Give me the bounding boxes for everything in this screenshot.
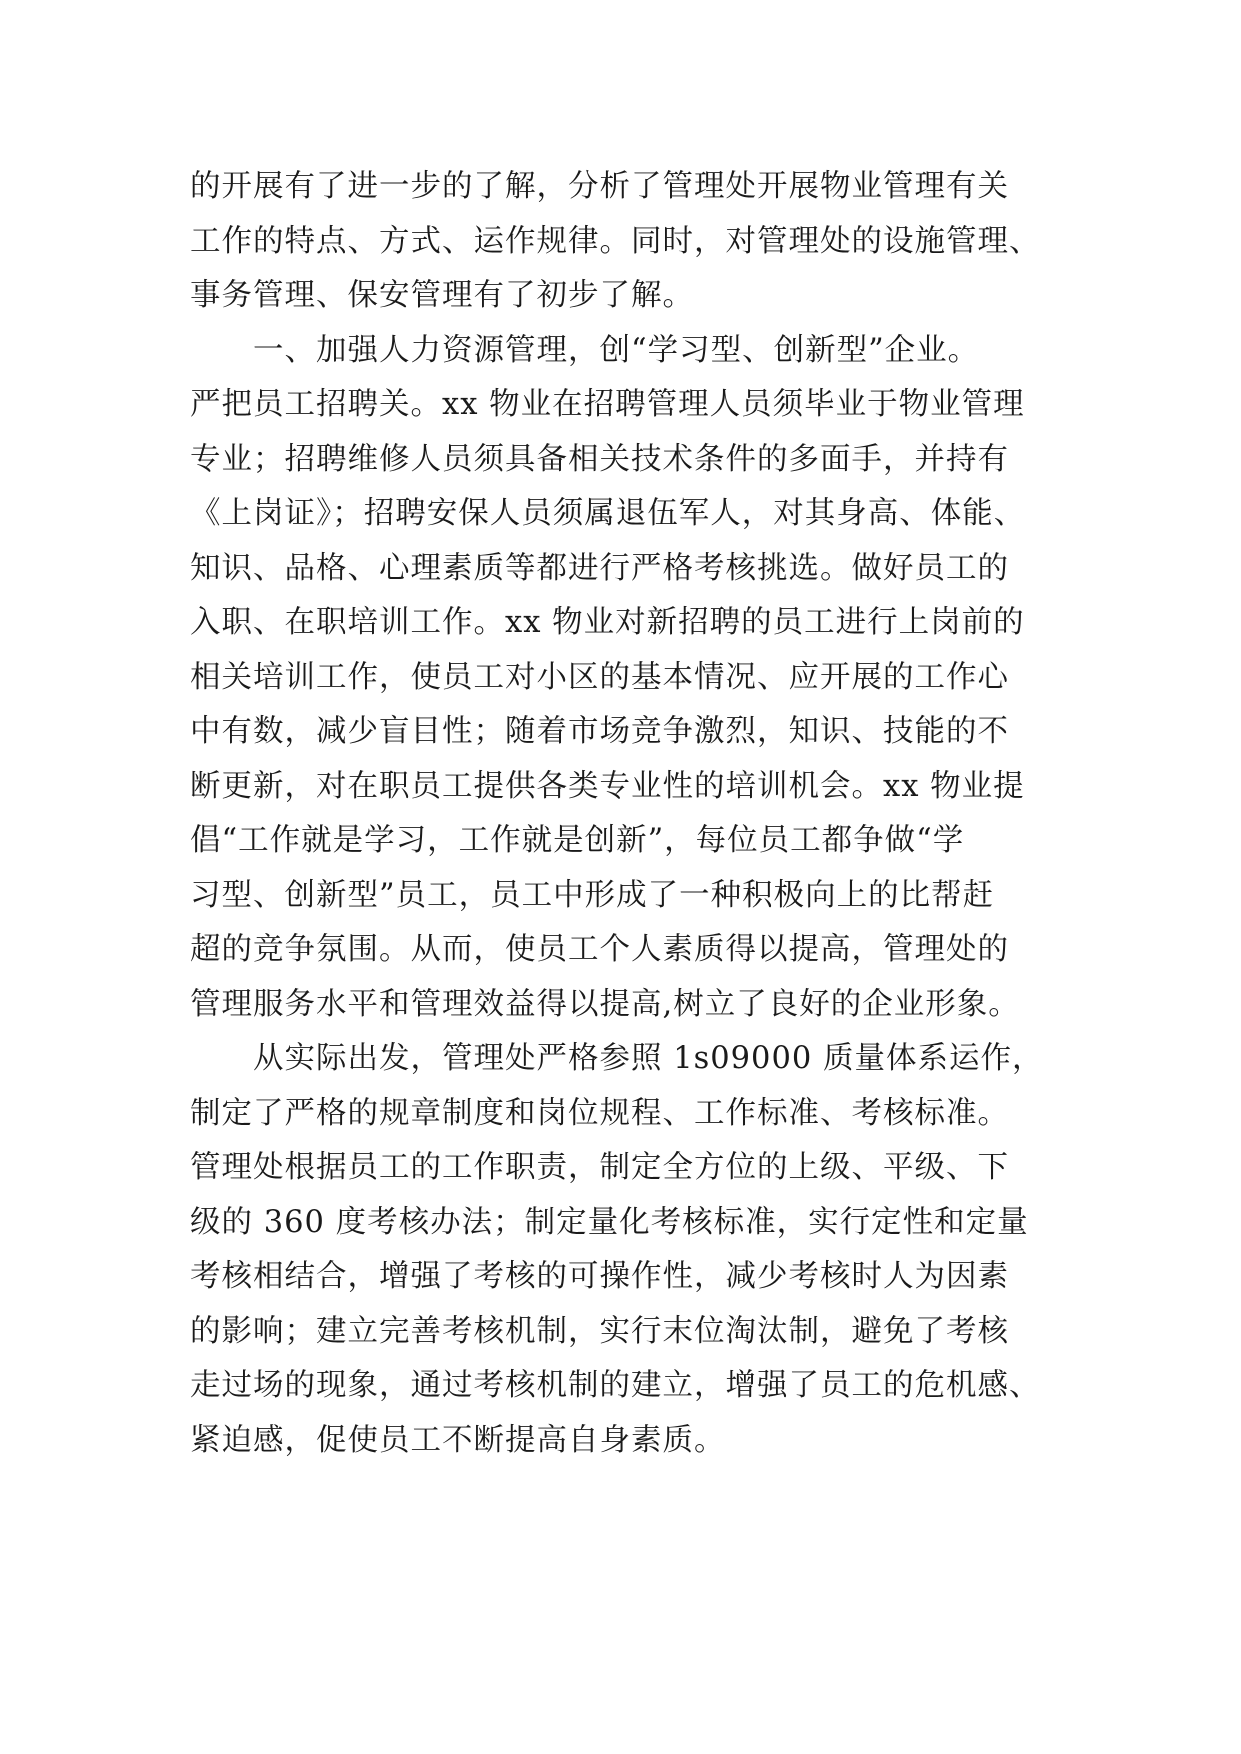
text-line: 的影响；建立完善考核机制，实行末位淘汰制，避免了考核: [190, 1313, 1009, 1349]
text-line: 知识、品格、心理素质等都进行严格考核挑选。做好员工的: [190, 550, 1009, 586]
text-line: 超的竞争氛围。从而，使员工个人素质得以提高，管理处的: [190, 932, 1009, 967]
text-line: 一、加强人力资源管理，创“学习型、创新型”企业。: [190, 332, 980, 368]
text-line: 考核相结合，增强了考核的可操作性，减少考核时人为因素: [190, 1259, 1009, 1294]
text-line: 相关培训工作，使员工对小区的基本情况、应开展的工作心: [190, 659, 1009, 695]
text-line: 《上岗证》；招聘安保人员须属退伍军人，对其身高、体能、: [190, 496, 1026, 531]
text-line: 管理服务水平和管理效益得以提高,树立了良好的企业形象。: [190, 986, 1020, 1022]
text-line: 习型、创新型”员工，员工中形成了一种积极向上的比帮赶: [190, 877, 995, 913]
text-line: 倡“工作就是学习，工作就是创新”，每位员工都争做“学: [190, 823, 965, 858]
text-line: 断更新，对在职员工提供各类专业性的培训机会。xx 物业提: [190, 768, 1025, 804]
text-line: 专业；招聘维修人员须具备相关技术条件的多面手，并持有: [190, 441, 1009, 477]
text-line: 工作的特点、方式、运作规律。同时，对管理处的设施管理、: [190, 223, 1041, 259]
text-line: 中有数，减少盲目性；随着市场竞争激烈，知识、技能的不: [190, 714, 1009, 749]
text-line: 的开展有了进一步的了解，分析了管理处开展物业管理有关: [190, 169, 1009, 204]
text-line: 入职、在职培训工作。xx 物业对新招聘的员工进行上岗前的: [190, 605, 1025, 640]
text-line: 紧迫感，促使员工不断提高自身素质。: [190, 1422, 726, 1458]
text-line: 事务管理、保安管理有了初步了解。: [190, 278, 694, 313]
text-line: 严把员工招聘关。xx 物业在招聘管理人员须毕业于物业管理: [190, 387, 1025, 422]
text-line: 制定了严格的规章制度和岗位规程、工作标准、考核标准。: [190, 1095, 1009, 1131]
text-line: 从实际出发，管理处严格参照 1s09000 质量体系运作，: [190, 1041, 1044, 1076]
text-line: 级的 360 度考核办法；制定量化考核标准，实行定性和定量: [190, 1204, 1029, 1240]
body-text: [190, 160, 1060, 1468]
text-line: 管理处根据员工的工作职责，制定全方位的上级、平级、下: [190, 1150, 1009, 1185]
text-line: 走过场的现象，通过考核机制的建立，增强了员工的危机感、: [190, 1368, 1041, 1403]
